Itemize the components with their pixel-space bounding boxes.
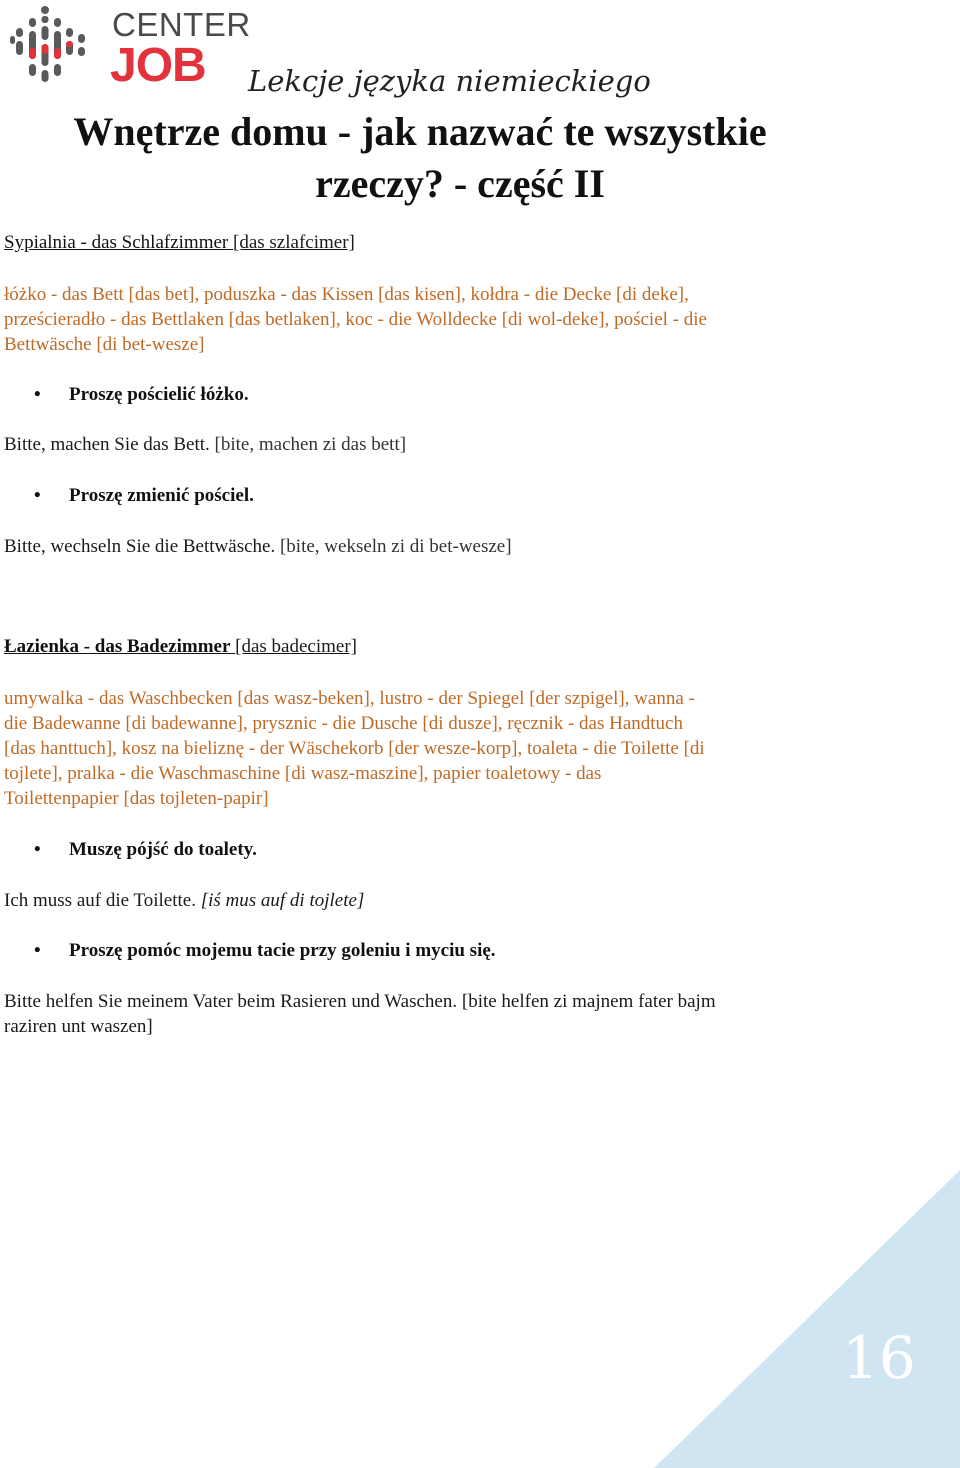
page-title	[0, 106, 840, 210]
phrase-pron: [bite, machen zi das bett]	[214, 434, 407, 455]
logo-dots-icon	[8, 4, 108, 88]
phrase-german: Bitte, wechseln Sie die Bettwäsche.	[4, 536, 276, 557]
page-subtitle: Lekcje języka niemieckiego	[248, 64, 651, 98]
bullet-icon: •	[34, 384, 41, 405]
logo-job-text: JOB	[110, 39, 206, 92]
vocab-line: [das hanttuch], kosz na bieliznę - der Wäschekorb [der wesze-korp], toaleta - die Toilette [di	[4, 738, 705, 759]
section-heading-text: Łazienka - das Badezimmer	[4, 636, 231, 657]
phrase-bullet	[34, 839, 257, 861]
phrase-german: Ich muss auf die Toilette.	[4, 890, 196, 911]
bathroom-vocab	[4, 686, 834, 811]
bullet-icon: •	[34, 485, 41, 506]
logo-center-text: CENTER	[112, 6, 251, 43]
section-heading-bathroom	[4, 636, 357, 658]
section-heading-bedroom	[4, 232, 355, 254]
vocab-line: łóżko - das Bett [das bet], poduszka - das Kissen [das kisen], kołdra - die Decke [di deke],	[4, 284, 689, 305]
vocab-line: Toilettenpapier [das tojleten-papir]	[4, 788, 269, 809]
phrase-pron: [bite, wekseln zi di bet-wesze]	[279, 536, 512, 557]
phrase-translation	[4, 888, 844, 913]
phrase-bullet	[34, 384, 249, 406]
page-number: 16	[842, 1324, 916, 1392]
phrase-polish: Muszę pójść do toalety.	[69, 839, 257, 860]
bedroom-vocab	[4, 282, 834, 357]
phrase-polish: Proszę pomóc mojemu tacie przy goleniu i myciu się.	[69, 940, 496, 961]
phrase-german-line: raziren unt waszen]	[4, 1016, 153, 1037]
center-job-logo	[8, 4, 251, 92]
vocab-line: prześcieradło - das Bettlaken [das betlaken], koc - die Wolldecke [di wol-deke], pościel - die	[4, 309, 707, 330]
phrase-polish: Proszę pościelić łóżko.	[69, 384, 249, 405]
section-heading-text: Sypialnia - das Schlafzimmer	[4, 232, 229, 253]
phrase-german-line: Bitte helfen Sie meinem Vater beim Rasieren und Waschen. [bite helfen zi majnem fater bajm	[4, 991, 716, 1012]
section-heading-pron: [das badecimer]	[235, 636, 358, 657]
phrase-pron: [iś mus auf di tojlete]	[200, 890, 365, 911]
title-line-1: Wnętrze domu - jak nazwać te wszystkie	[73, 109, 767, 154]
corner-triangle-decoration	[654, 1170, 960, 1468]
bullet-icon: •	[34, 940, 41, 961]
phrase-polish: Proszę zmienić pościel.	[69, 485, 254, 506]
phrase-translation	[4, 432, 844, 457]
section-heading-pron: [das szlafcimer]	[233, 232, 355, 253]
vocab-line: umywalka - das Waschbecken [das wasz-beken], lustro - der Spiegel [der szpigel], wanna -	[4, 688, 695, 709]
phrase-translation	[4, 989, 844, 1039]
vocab-line: tojlete], pralka - die Waschmaschine [di wasz-maszine], papier toaletowy - das	[4, 763, 602, 784]
vocab-line: Bettwäsche [di bet-wesze]	[4, 334, 205, 355]
phrase-bullet	[34, 485, 254, 507]
phrase-bullet	[34, 940, 496, 962]
vocab-line: die Badewanne [di badewanne], prysznic - die Dusche [di dusze], ręcznik - das Handtuch	[4, 713, 683, 734]
phrase-german: Bitte, machen Sie das Bett.	[4, 434, 210, 455]
phrase-translation	[4, 534, 844, 559]
bullet-icon: •	[34, 839, 41, 860]
title-line-2: rzeczy? - część II	[315, 161, 605, 206]
